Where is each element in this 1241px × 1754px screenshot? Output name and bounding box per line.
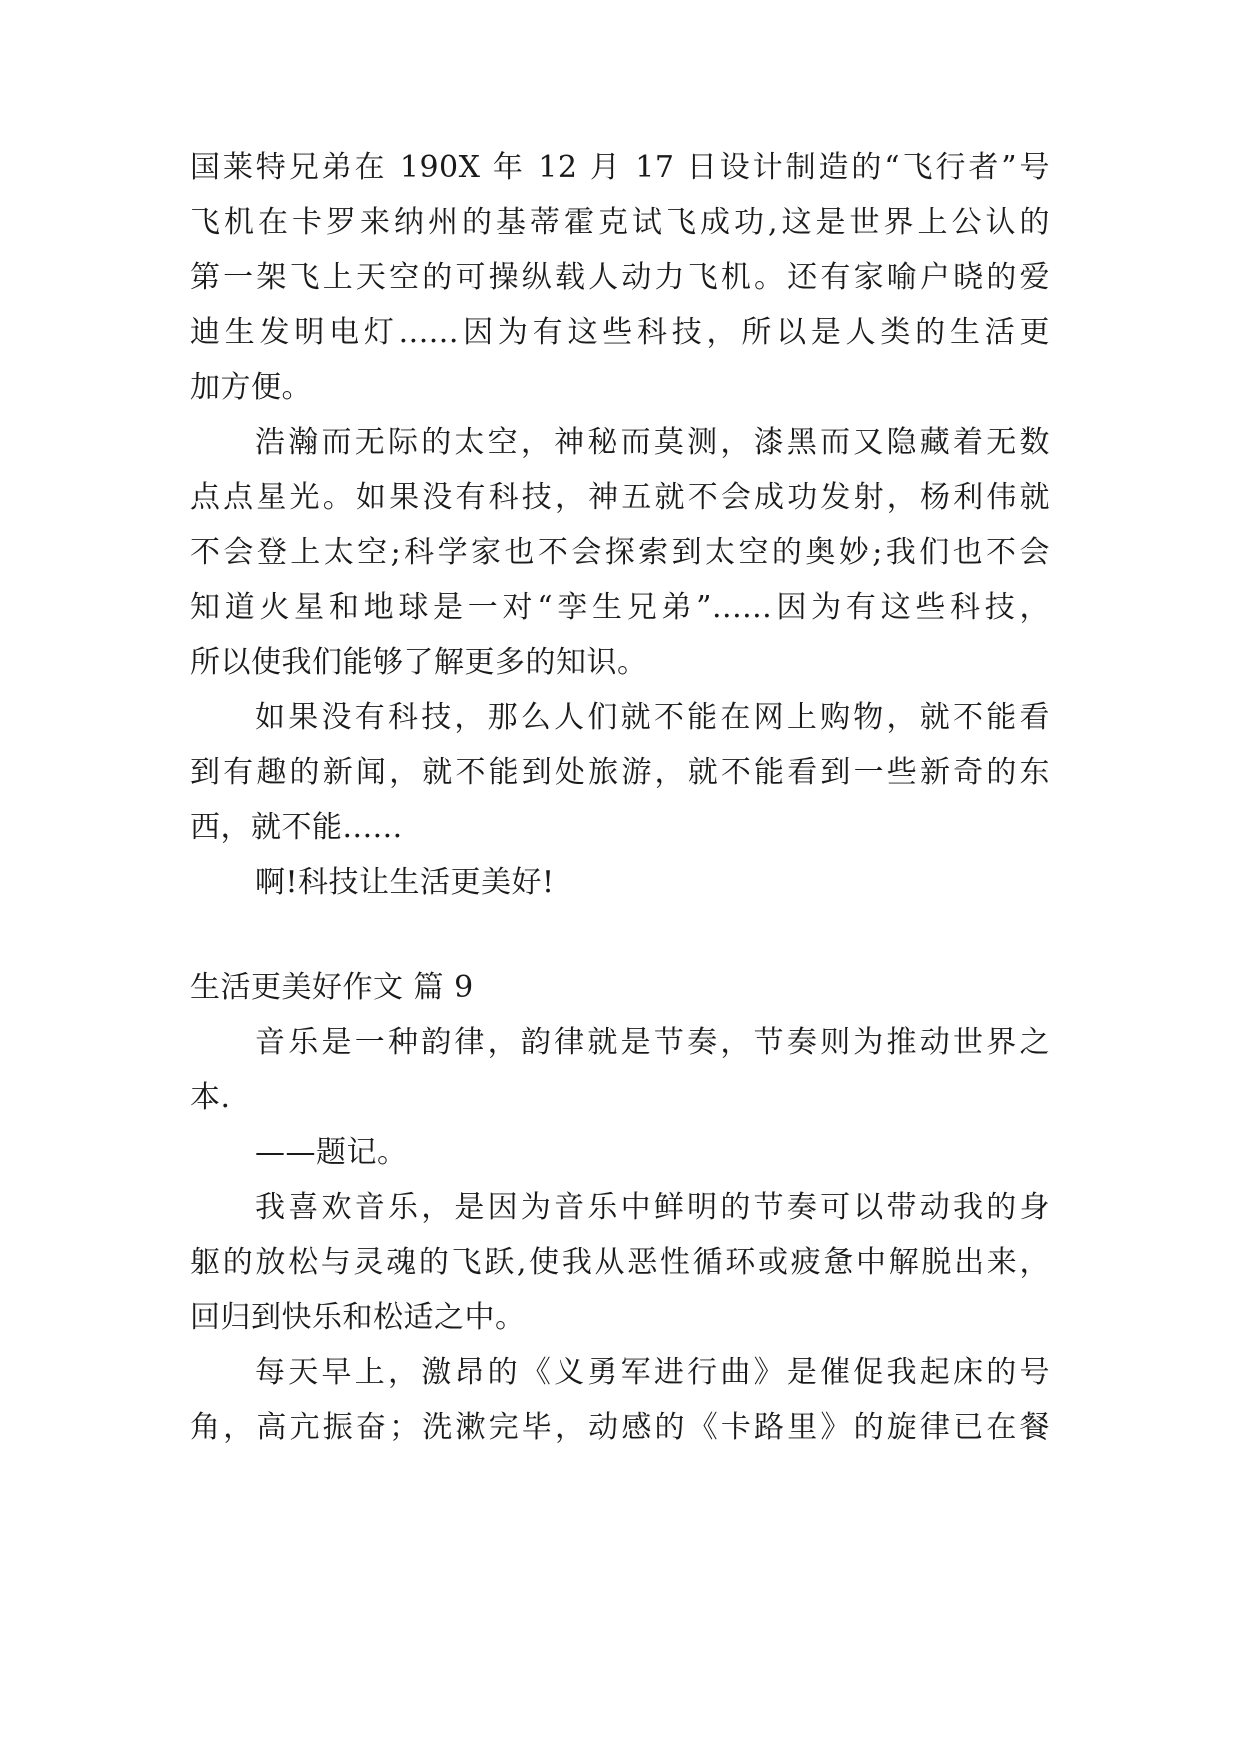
paragraph-line: 国莱特兄弟在 190X 年 12 月 17 日设计制造的“飞行者”号 (190, 150, 1050, 185)
paragraph-line: 回归到快乐和松适之中。 (190, 1300, 526, 1335)
paragraph-line: 加方便。 (190, 370, 312, 405)
paragraph-line: 到有趣的新闻，就不能到处旅游，就不能看到一些新奇的东 (190, 755, 1050, 790)
paragraph-line: 点点星光。如果没有科技，神五就不会成功发射，杨利伟就 (190, 480, 1050, 515)
paragraph-line: 角，高亢振奋；洗漱完毕，动感的《卡路里》的旋律已在餐 (190, 1410, 1050, 1445)
paragraph-line: 本. (190, 1080, 231, 1115)
paragraph-line: 音乐是一种韵律，韵律就是节奏，节奏则为推动世界之 (255, 1025, 1050, 1060)
paragraph-line: 啊!科技让生活更美好! (255, 865, 555, 900)
paragraph-line: 知道火星和地球是一对“孪生兄弟”......因为有这些科技， (190, 590, 1050, 625)
paragraph-line: 飞机在卡罗来纳州的基蒂霍克试飞成功,这是世界上公认的 (190, 205, 1050, 240)
paragraph-line: 第一架飞上天空的可操纵载人动力飞机。还有家喻户晓的爱 (190, 260, 1050, 295)
paragraph-line: 所以使我们能够了解更多的知识。 (190, 645, 648, 680)
paragraph-line: 我喜欢音乐，是因为音乐中鲜明的节奏可以带动我的身 (255, 1190, 1050, 1225)
paragraph-line: 迪生发明电灯......因为有这些科技，所以是人类的生活更 (190, 315, 1050, 350)
epigraph-attribution: ——题记。 (255, 1135, 408, 1170)
paragraph-line: 如果没有科技，那么人们就不能在网上购物，就不能看 (255, 700, 1050, 735)
paragraph-line: 每天早上，激昂的《义勇军进行曲》是催促我起床的号 (255, 1355, 1050, 1390)
paragraph-line: 西，就不能...... (190, 810, 403, 845)
section-heading: 生活更美好作文 篇 9 (190, 970, 474, 1005)
paragraph-line: 躯的放松与灵魂的飞跃,使我从恶性循环或疲惫中解脱出来， (190, 1245, 1050, 1280)
paragraph-line: 浩瀚而无际的太空，神秘而莫测，漆黑而又隐藏着无数 (255, 425, 1050, 460)
paragraph-line: 不会登上太空;科学家也不会探索到太空的奥妙;我们也不会 (190, 535, 1050, 570)
